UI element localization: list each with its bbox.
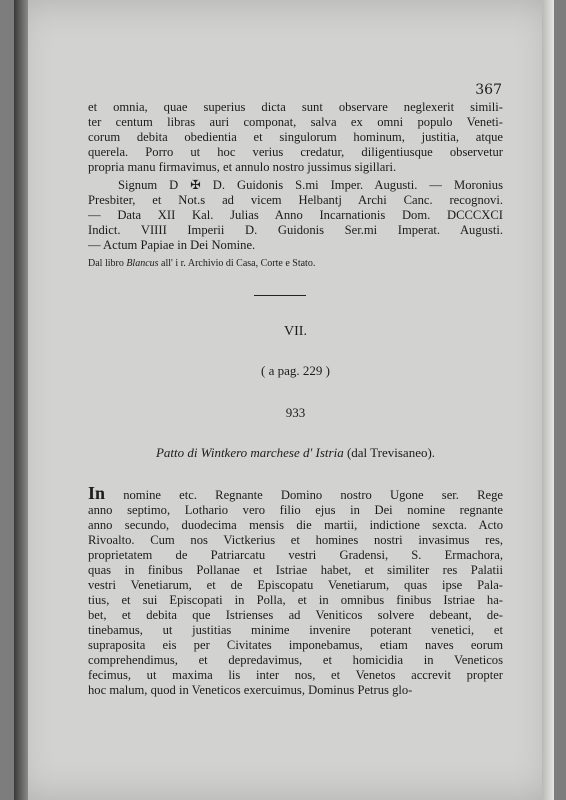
title-italic: Patto di Wintkero marchese d' Istria <box>155 445 344 460</box>
text-line: fecimus, ut maxima lis inter nos, et Venetos accrevit propter <box>88 668 503 682</box>
source-prefix: Dal libro <box>88 258 127 269</box>
binding-shadow <box>14 0 28 800</box>
text-line: bet, et debita que Istrienses ad Veniticos solvere debeant, de- <box>88 608 503 622</box>
text-line: ter centum libras auri componat, salva ex omni populo Veneti- <box>88 115 503 129</box>
document-year: 933 <box>285 405 306 420</box>
source-book: Blancus <box>126 258 159 269</box>
text-line: quas in finibus Pollanae et Istriae habet, et similiter res Palatii <box>88 563 503 577</box>
text-line: corum debita obedientia et singulorum hominum, justitia, atque <box>88 130 503 144</box>
text-line: querela. Porro ut hoc verius credatur, diligentiusque observetur <box>88 145 503 159</box>
signum-paragraph <box>88 178 503 253</box>
main-text <box>88 483 503 698</box>
text-line: et omnia, quae superius dicta sunt observare neglexerit simili- <box>88 100 503 114</box>
section-number: VII. <box>284 324 307 339</box>
text-line: supraposita eis per Civitates imponebamus, etiam naves eorum <box>88 638 503 652</box>
source-note <box>88 258 503 269</box>
title-plain: (dal Trevisaneo). <box>343 445 436 460</box>
text-line: tinebamus, ut justitias minime invenire poterant venetici, et <box>88 623 503 637</box>
page-reference: ( a pag. 229 ) <box>261 363 330 378</box>
text-line: hoc malum, quod in Veneticos exercuimus, Dominus Petrus glo- <box>88 683 413 697</box>
text-line: Presbiter, et Not.s ad vicem Helbantj Archi Canc. recognovi. <box>88 193 503 207</box>
text-line: vestri Venetiarum, et de Episcopatu Venetiarum, quas ipse Pala- <box>88 578 503 592</box>
text-line: In nomine etc. Regnante Domino nostro Ugone ser. Rege <box>88 483 503 503</box>
text-line: — Actum Papiae in Dei Nomine. <box>88 238 256 252</box>
text-line: anno secundo, duodecima mensis die martii, indictione sexcta. Acto <box>88 518 503 532</box>
top-paragraph <box>88 100 503 175</box>
document-title <box>88 445 503 461</box>
page-number: 367 <box>475 82 502 98</box>
page-edge <box>542 0 554 800</box>
initial-letter: In <box>88 483 106 503</box>
text-line: tius, et sui Episcopati in Polla, et in omnibus finibus Istriae ha- <box>88 593 503 607</box>
text-line: anno septimo, Lothario vero filio ejus in Dei nomine regnante <box>88 503 503 517</box>
source-suffix: all' i r. Archivio di Casa, Corte e Stato. <box>158 258 316 269</box>
text-line: Rivoalto. Cum nos Victkerius et homines nostri invasimus res, <box>88 533 503 547</box>
text-line: — Data XII Kal. Julias Anno Incarnationis Dom. DCCCXCI <box>88 208 503 222</box>
text-line: propria manu firmavimus, et annulo nostro jussimus sigillari. <box>88 160 397 174</box>
section-divider <box>254 295 306 296</box>
text-line: Indict. VIIII Imperii D. Guidonis Ser.mi Imperat. Augusti. <box>88 223 503 237</box>
text-line: proprietatem de Patriarcatu vestri Gradensi, S. Ermachora, <box>88 548 503 562</box>
text-line: comprehendimus, et depredavimus, et homicidia in Veneticos <box>88 653 503 667</box>
text-line: Signum D ✠ D. Guidonis S.mi Imper. Augusti. — Moronius <box>118 178 503 192</box>
